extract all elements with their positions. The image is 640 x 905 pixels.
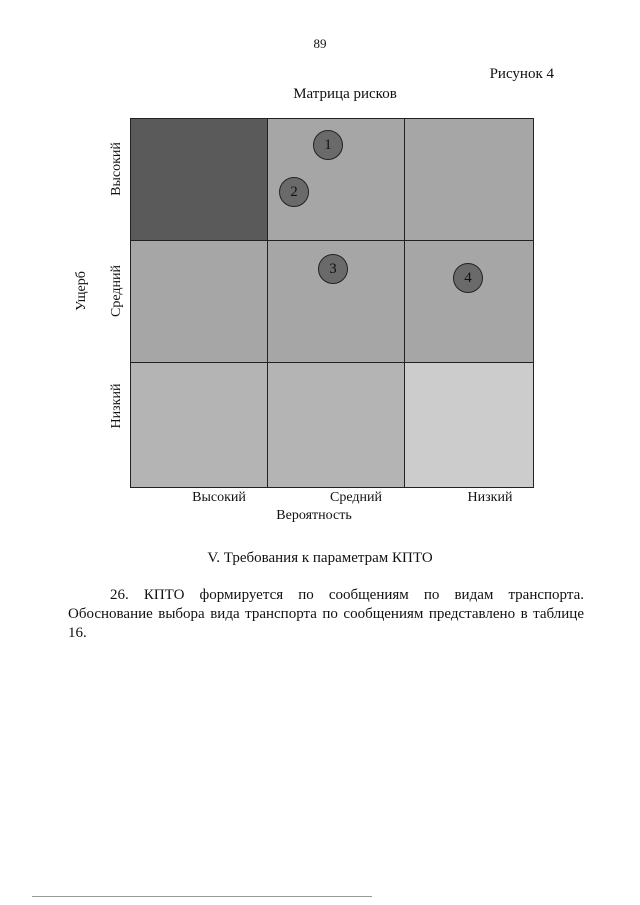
y-level-medium: Средний — [109, 265, 124, 317]
y-level-high: Высокий — [109, 142, 124, 196]
risk-marker-2: 2 — [279, 177, 309, 207]
matrix-cell — [405, 119, 533, 241]
x-level-medium: Средний — [330, 490, 382, 505]
y-level-low: Низкий — [109, 383, 124, 429]
risk-marker-3: 3 — [318, 254, 348, 284]
matrix-cell — [268, 119, 405, 241]
matrix-cell — [268, 241, 405, 363]
body-paragraph: 26. КПТО формируется по сообщениям по видам транспорта. Обоснование выбора вида транспорта по сообщениям представлено в таблице 16. — [68, 587, 584, 641]
matrix-cell — [131, 241, 268, 363]
matrix-cell — [268, 363, 405, 487]
matrix-cell — [131, 119, 268, 241]
x-level-low: Низкий — [467, 490, 513, 505]
section-heading: V. Требования к параметрам КПТО — [207, 550, 433, 566]
risk-matrix — [130, 118, 534, 488]
matrix-title: Матрица рисков — [293, 86, 397, 102]
matrix-cell — [405, 241, 533, 363]
page-number: 89 — [313, 36, 327, 51]
x-level-high: Высокий — [192, 490, 246, 505]
figure-label: Рисунок 4 — [489, 66, 554, 82]
footer-rule — [32, 896, 372, 897]
risk-marker-4: 4 — [453, 263, 483, 293]
risk-marker-1: 1 — [313, 130, 343, 160]
x-axis-title: Вероятность — [276, 508, 352, 523]
matrix-cell — [131, 363, 268, 487]
y-axis-title: Ущерб — [74, 271, 89, 311]
matrix-cell — [405, 363, 533, 487]
